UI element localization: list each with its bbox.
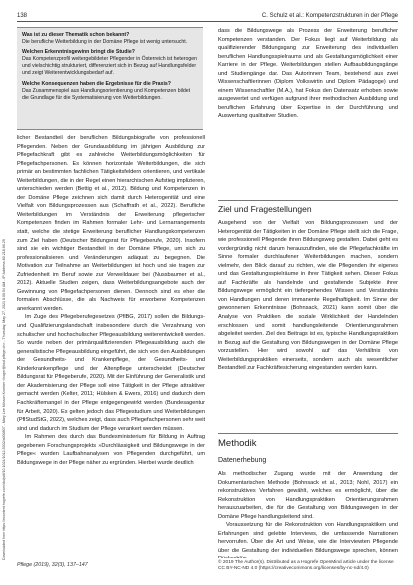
journal-citation: Pflege (2019), 32(3), 137–147 — [17, 562, 88, 568]
header-rule — [17, 21, 398, 22]
summary-question-1: Was ist zu dieser Thematik schon bekannt? — [22, 32, 130, 38]
right-column-ziel — [218, 219, 398, 427]
page-number: 138 — [17, 13, 28, 19]
section-rule-methodik — [218, 433, 398, 434]
summary-answer-2: Das Kompetenzprofil weitergebildeter Pflegender in Österreich ist heterogen und vielschichtig strukturiert, differenziert sich in Bezug auf Handlungsfelder und zeigt Weiterentwicklungsbedarf auf. — [22, 56, 198, 77]
running-title: C. Schulz et al.: Kompetenzstrukturen in der Pflege — [261, 13, 398, 19]
left-column — [17, 134, 205, 558]
summary-question-2: Welchen Erkenntnisgewinn bringt die Studie? — [22, 49, 135, 56]
right-paragraph-intro: dass die Bildungswege als Prozess der Erweiterung beruflicher Kompetenzen verstanden. Der Fokus liegt auf Weiterbildung als qualifizierender Bildungsgang zur Erweiterung des individuellen beruflichen Handlungsspielraums und als Gestaltungsmöglichkeit einer Karriere in der Pflege. Weiterbildungen stellen Aufbaubildungsgänge und Studiengänge dar. Das Autorinnen Team, bestehend aus zwei Wissenschaftlerinnen (Diplom Volkswirtin und Diplom Pädagoge) und einem Wissenschaftler (M.A.), hat Fokus den Datensatz erhoben sowie ausgewertet und verfügen aufgrund ihrer methodischen Ausbildung und beruflichen Erfahrung über Expertise in der Durchführung und Auswertung qualitativer Studien. — [218, 28, 398, 120]
heading-datenerhebung: Datenerhebung — [218, 457, 267, 464]
section-rule-ziel — [218, 200, 398, 201]
right-column-daten — [218, 470, 398, 558]
summary-box — [17, 27, 203, 130]
left-paragraph-3: Im Rahmen des durch das Bundesministerium für Bildung in Auftrag gegebenen Forschungsprojekts »Durchlässigkeit und Bildungswege in der Pflege« wurden Laufbahnanalysen von Pflegenden durchgeführt, um Bildungswege in der Pflege näher zu ergründen. Hierbei wurde deutlich — [17, 434, 205, 466]
right-paragraph-ziel: Ausgehend von der Vielfalt von Bildungsprozessen und der Heterogenität der Tätigkeiten in der Domäne Pflege stellt sich die Frage, wie professionell Pflegende ihren Bildungsweg gestalten. Dabei geht es vordergründig nicht darum herauszufinden, wie die Pflegefachkräfte im Sinne formaler durchlaufener Weiterbildungen machen, sondern vielmehr, den Blick darauf zu richten, wie die Pflegenden ihr eigenes und das Gestaltungsspielräume in ihrer Tätigkeit sehen. Dieser Fokus auf Fachkräfte als handelnde und gestaltende Subjekte ihrer Bildungswege ermöglicht ein tiefergehendes Wissen und Verständnis von Handlungen und deren immanente Regelhaftigkeit. Im Sinne der gewonnenen Erkenntnisse (Bohnsack, 2021) kann somit über die Analyse von Praktiken die soziale Wirklichkeit der Handelnden erschlossen und somit handlungsleitende Orientierungsrahmen abgeleitet werden. Ziel des Beitrags ist es, typische Handlungspraktiken in Bezug auf die Gestaltung von Bildungswegen in der Domäne Pflege vorzustellen. Hier wird sowohl auf das Verhältnis von Weiterbildungspraktiken einerseits, sondern auch als wesentlicher Bestandteil zur Fachkräftesicherung eingestanden werden kann. — [218, 220, 398, 372]
heading-ziel: Ziel und Fragestellungen — [218, 204, 312, 214]
left-paragraph-1: licher Bestandteil der beruflichen Bildungsbiografie von professionell Pflegenden. Neben der Grundausbildung im jährigen Ausbildung zur Pflegefachkraft gibt es zahlreiche Weiterbildungsmöglichkeiten für Pflegefachpersonen. Es können horizontale Weiterbildungen, die sich primär an bestimmten fachlichen Tätigkeitsfeldern orientieren, und vertikale Weiterbildungen, die in der Regel einen hierarchischen Aufstieg implizieren, unterschieden werden (Bettig et al., 2012). Bildung und Kompetenzen in der Domäne Pflege zeichnen sich damit durch Heterogenität und eine Vielfalt von Bildungsprozessen aus (Schaffrath et al., 2022). Berufliche Weiterbildungen im Verständnis der Erweiterung pflegerischer Kompetenzen finden im Rahmen formaler Lehr- und Lernarrangements statt, welche die stetige Erweiterung beruflicher Handlungskompetenzen zum Ziel haben (Deutscher Bildungsrat für Pflegeberufe, 2020). Insofern sind sie ein wichtiger Bestandteil in der Domäne Pflege, um sich zu professionalisieren und Veränderungen adäquat zu begegnen. Die Motivation zur Teilnahme an Weiterbildungen ist hoch und sie tragen zur Zufriedenheit im Beruf sowie zur Verweildauer bei (Nussbaumer et al., 2012). Aktuelle Studien zeigen, dass Weiterbildungsangebote auch der Gewinnung von Pflegefachpersonen dienen. Dennoch sind es eher die formalen Abschlüsse, die als Nachweis für erworbene Kompetenzen anerkannt werden. — [17, 135, 205, 312]
right-column-intro — [218, 27, 398, 195]
right-paragraph-daten-2: Voraussetzung für die Rekonstruktion von Handlungspraktiken und Erfahrungen sind gelebte Interviews, die umfassende Narrationen hervorrufen. Über die Art und Weise, wie die Interviewten Pflegende über die Gestaltung der individuellen Bildungswege sprechen, können — [218, 522, 398, 554]
right-paragraph-daten-1: Als methodischer Zugang wurde mit der Anwendung der Dokumentarischen Methode (Bohnsack et al., 2013; Nohl, 2017) ein rekonstruktives Verfahren gewählt, welches es ermöglicht, über die Rekonstruktion von Handlungspraktiken Orientierungsrahmen herauszuarbeiten, die für die Gestaltung von Bildungswegen in der Domäne Pflege handlungsleitend sind. — [218, 471, 398, 520]
download-watermark: Downloaded from https://econtent.hogrefe.com/doi/pdf/10.1024/1012-5302/a000807 - Mary Lee Nilsson Kroeker <hoger@ksd.pflege.ch> - Thursday, May 27, 2021 8:00:54 AM - IP Address:80.218.66.29 — [2, 239, 6, 560]
summary-answer-1: Die berufliche Weiterbildung in der Domäne Pflege ist wenig untersucht. — [22, 39, 188, 46]
license-note: © 2019 The Author(s). Distributed as a Hogrefe OpenMind article under the license CC BY-NC-ND 4.0 (https://creativecommons.org/licenses/by-nc-nd/4.0) — [218, 560, 394, 571]
left-paragraph-2: Im Zuge des Pflegeberufegesetzes (PflBG, 2017) sollen die Bildungs- und Qualifizierungslandschaft insbesondere durch die Verzahnung von schulischer und hochschulischer Pflegeausbildung weiterentwickelt werden. So wurde neben der primärqualifizierenden Pflegeausbildung auch die generalistische Pflegeausbildung eingeführt, die sich von den Ausbildungen der Gesundheits- und Krankenpflege, der Gesundheits- und Kinderkrankenpflege und der Altenpflege unterscheidet (Deutscher Bildungsrat für Pflegeberufe, 2020). Mit der Einführung der Generalistik und der Akademisierung der Pflege soll eine Tätigkeit in der Pflege attraktiver gemacht werden (Kelter, 2011; Hülsken & Ewers, 2016) und dadurch dem Fachkräftemangel in der Pflege entgegengewirkt werden (Bundesagentur für Arbeit, 2020). Es gelten jedoch das Pflegestudium und Weiterbildungen (PflStudStG, 2022), welches zeigt, dass auch Pflegefachpersonen sehr weit sind und dadurch im Studium der Pflege verankert werden müssen. — [17, 314, 205, 432]
summary-answer-3: Das Zusammenspiel aus Handlungsorientierung und Kompetenzen bildet die Grundlage für die Systematisierung von Weiterbildungen. — [22, 87, 191, 101]
heading-methodik: Methodik — [218, 438, 257, 449]
summary-question-3: Welche Konsequenzen haben die Ergebnisse für die Praxis? — [22, 80, 171, 87]
